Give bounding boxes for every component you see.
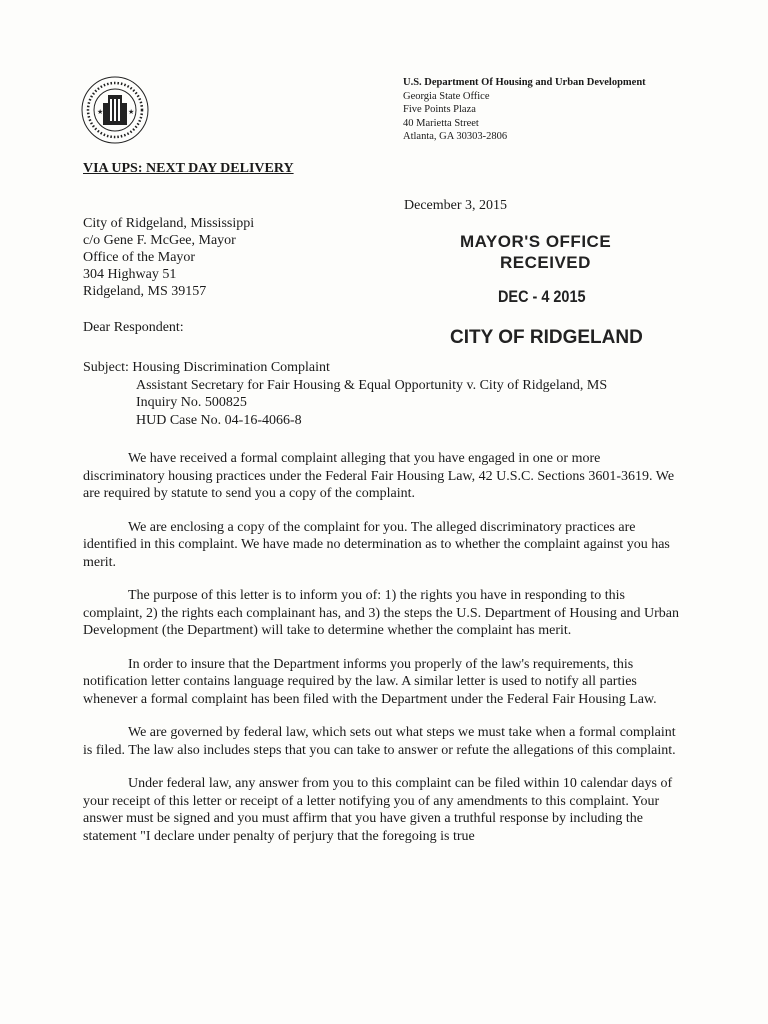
body-paragraph: We are governed by federal law, which sets out what steps we must take when a formal complaint is filed. The law also includes steps that you can take to answer or refute the allegations of this complaint. xyxy=(83,725,676,758)
stamp-office: MAYOR'S OFFICE xyxy=(460,232,612,251)
stamp-received: RECEIVED xyxy=(500,253,591,272)
body-paragraph: Under federal law, any answer from you to this complaint can be filed within 10 calendar days of your receipt of this letter or receipt of a letter notifying you of any amendments to this complaint. Your answer must be signed and you must affirm that you have given a truthful response by including the statement "I declare under penalty of perjury that the foregoing is true xyxy=(83,776,673,844)
letterhead-line: Five Points Plaza xyxy=(403,104,476,115)
body-paragraph: The purpose of this letter is to inform you of: 1) the rights you have in responding to this complaint, 2) the rights each complainant has, and 3) the steps the U.S. Department of Housing and Urban Development (the Department) will take to determine whether the complaint has merit. xyxy=(83,588,680,638)
letterhead xyxy=(403,76,646,144)
body-paragraph: We have received a formal complaint alleging that you have engaged in one or more discriminatory housing practices under the Federal Fair Housing Law, 42 U.S.C. Sections 3601-3619. We are required by statute to send you a copy of the complaint. xyxy=(83,451,675,501)
address-line: City of Ridgeland, Mississippi xyxy=(83,216,255,231)
body-paragraph: In order to insure that the Department informs you properly of the law's requirements, this notification letter contains language required by the law. A similar letter is used to notify all parties whenever a formal complaint has been filed with the Department under the Federal Fair Housing Law. xyxy=(83,656,657,707)
letter-body xyxy=(83,450,683,861)
stamp-city: CITY OF RIDGELAND xyxy=(450,327,643,348)
letterhead-department: U.S. Department Of Housing and Urban Development xyxy=(403,77,646,88)
subject-line: Assistant Secretary for Fair Housing & Equal Opportunity v. City of Ridgeland, MS xyxy=(136,377,608,393)
salutation: Dear Respondent: xyxy=(83,320,184,335)
subject-line: HUD Case No. 04-16-4066-8 xyxy=(136,412,302,428)
subject-line: Inquiry No. 500825 xyxy=(136,395,247,410)
subject-block xyxy=(83,359,607,429)
body-paragraph: We are enclosing a copy of the complaint for you. The alleged discriminatory practices are identified in this complaint. We have made no determination as to whether the complaint against you has merit. xyxy=(83,519,670,570)
svg-text:★: ★ xyxy=(97,108,104,116)
letterhead-line: Atlanta, GA 30303-2806 xyxy=(403,131,508,142)
letter-date: December 3, 2015 xyxy=(404,198,508,213)
subject-label: Subject: Housing Discrimination Complaint xyxy=(83,360,330,375)
letterhead-line: Georgia State Office xyxy=(403,90,490,102)
letterhead-line: 40 Marietta Street xyxy=(403,117,479,129)
address-line: 304 Highway 51 xyxy=(83,267,177,282)
delivery-method: VIA UPS: NEXT DAY DELIVERY xyxy=(83,161,294,176)
address-line: Office of the Mayor xyxy=(83,250,196,265)
stamp-date: DEC - 4 2015 xyxy=(498,287,586,306)
recipient-address xyxy=(83,215,254,300)
address-line: Ridgeland, MS 39157 xyxy=(83,284,207,299)
hud-seal-logo xyxy=(80,75,150,145)
svg-text:★: ★ xyxy=(128,108,135,116)
address-line: c/o Gene F. McGee, Mayor xyxy=(83,233,236,248)
